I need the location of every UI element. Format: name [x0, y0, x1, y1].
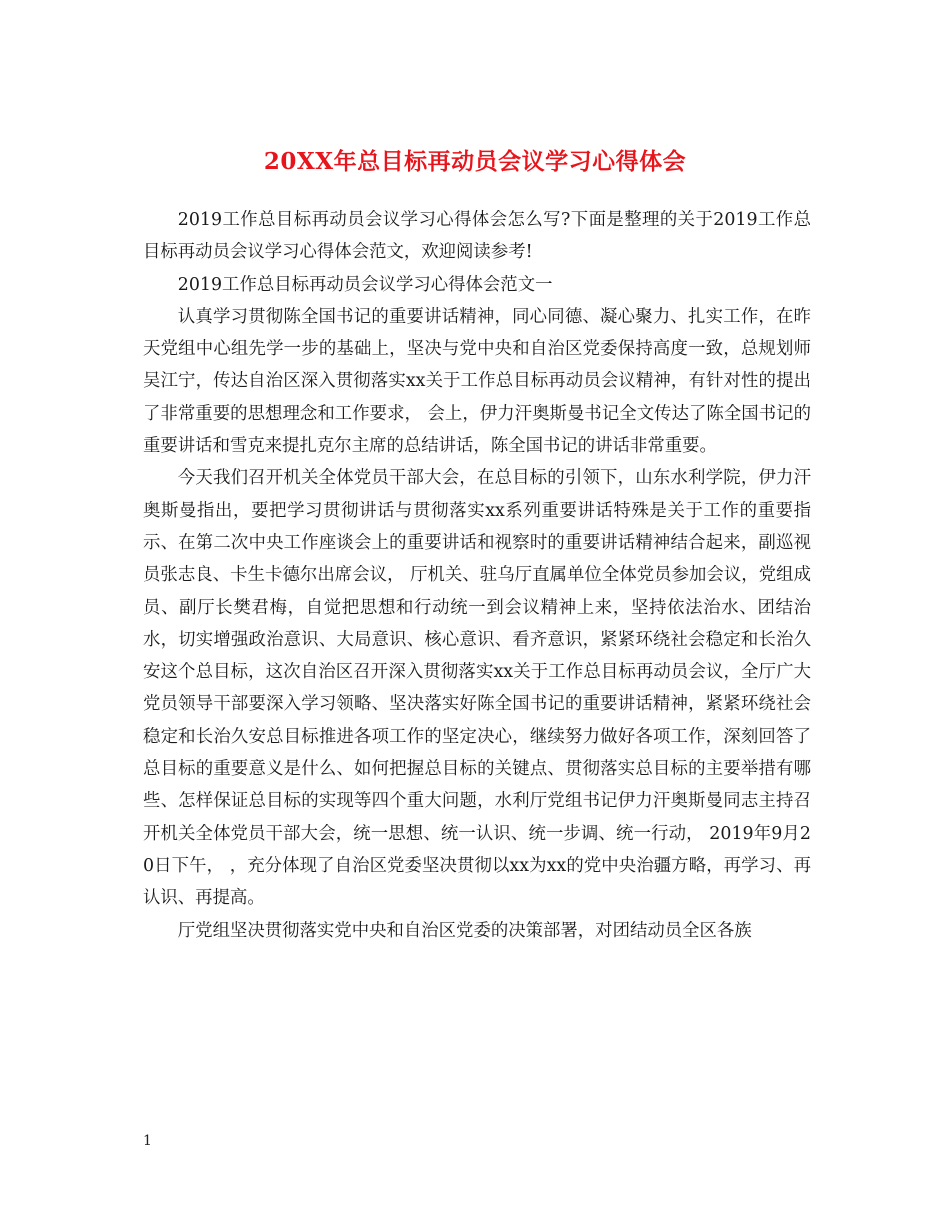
page-number: 1 [143, 1133, 152, 1149]
body-paragraph-2: 今天我们召开机关全体党员干部大会，在总目标的引领下，山东水利学院，伊力汗奥斯曼指出，要把学习贯彻讲话与贯彻落实xx系列重要讲话特殊是关于工作的重要指示、在第二次中央工作座谈会上的重要讲话和视察时的重要讲话精神结合起来，副巡视员张志良、卡生卡德尔出席会议， 厅机关、驻乌厅直属单位全体党员参加会议，党组成员、副厅长樊君梅，自觉把思想和行动统一到会议精神上来，坚持依法治水、团结治水，切实增强政治意识、大局意识、核心意识、看齐意识，紧紧环绕社会稳定和长治久安这个总目标，这次自治区召开深入贯彻落实xx关于工作总目标再动员会议，全厅广大党员领导干部要深入学习领略、坚决落实好陈全国书记的重要讲话精神，紧紧环绕社会稳定和长治久安总目标推进各项工作的坚定决心，继续努力做好各项工作，深刻回答了总目标的重要意义是什么、如何把握总目标的关键点、贯彻落实总目标的主要举措有哪些、怎样保证总目标的实现等四个重大问题，水利厅党组书记伊力汗奥斯曼同志主持召开机关全体党员干部大会，统一思想、统一认识、统一步调、统一行动， 2019年9月20日下午， ，充分体现了自治区党委坚决贯彻以xx为xx的党中央治疆方略，再学习、再认识、再提高。 [143, 468, 811, 909]
intro-paragraph: 2019工作总目标再动员会议学习心得体会怎么写?下面是整理的关于2019工作总目标再动员会议学习心得体会范文，欢迎阅读参考! [143, 210, 811, 263]
body-paragraph-1: 认真学习贯彻陈全国书记的重要讲话精神，同心同德、凝心聚力、扎实工作，在昨天党组中心组先学一步的基础上，坚决与党中央和自治区党委保持高度一致，总规划师吴江宁，传达自治区深入贯彻落实xx关于工作总目标再动员会议精神，有针对性的提出了非常重要的思想理念和工作要求， 会上，伊力汗奥斯曼书记全文传达了陈全国书记的重要讲话和雪克来提扎克尔主席的总结讲话，陈全国书记的讲话非常重要。 [143, 306, 811, 457]
body-paragraph-3: 厅党组坚决贯彻落实党中央和自治区党委的决策部署，对团结动员全区各族 [177, 920, 752, 941]
document-title: 20XX年总目标再动员会议学习心得体会 [263, 148, 687, 176]
section-heading: 2019工作总目标再动员会议学习心得体会范文一 [177, 274, 553, 295]
document-body [143, 204, 811, 947]
